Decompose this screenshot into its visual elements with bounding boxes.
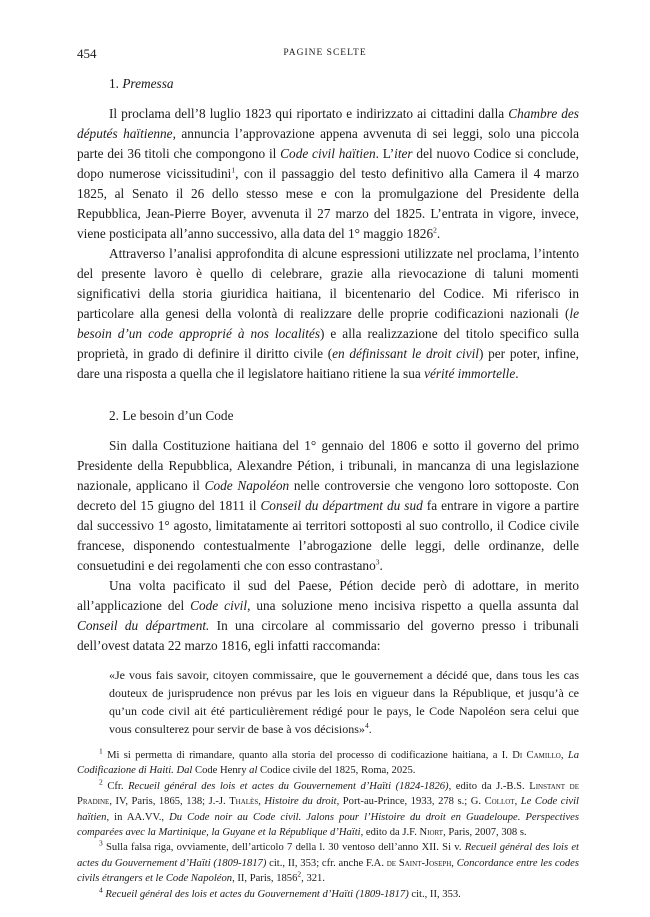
text-run: Sulla falsa riga, ovviamente, dell’articolo 7 della l. 30 ventoso dell’anno XII. Si v. bbox=[106, 842, 465, 854]
text-run: , bbox=[560, 750, 568, 761]
text-run: Il proclama dell’8 luglio 1823 qui riportato e indirizzato ai cittadini dalla bbox=[109, 106, 509, 121]
text-run: , in AA.VV., bbox=[106, 811, 170, 823]
text-run: , II, Paris, 1856 bbox=[232, 873, 298, 885]
text-run: Conseil du départment. bbox=[77, 618, 210, 633]
text-run: Code civil bbox=[190, 598, 248, 613]
paragraph bbox=[77, 244, 579, 384]
text-run: Codice civile del 1825 bbox=[257, 765, 356, 777]
text-run: Concordance entre les codes civils étrangers et le Code Napoléon bbox=[77, 857, 580, 885]
section-number: 2. bbox=[109, 408, 119, 423]
text-run: , edito da J.-B.S. bbox=[448, 780, 530, 792]
text-run: al bbox=[249, 765, 258, 777]
section-title: Le besoin d’un Code bbox=[122, 408, 234, 423]
text-run: , bbox=[514, 796, 521, 808]
page-number: 454 bbox=[77, 46, 97, 61]
text-run: . bbox=[436, 226, 441, 241]
text-run: Le Code civil haïtien bbox=[77, 796, 580, 823]
page-header bbox=[0, 46, 650, 62]
text-run: In una circolare al commissario del governo presso i tribunali dell’ovest datata 22 marzo 1816, egli infatti raccomanda: bbox=[77, 618, 579, 653]
paragraph bbox=[77, 576, 579, 656]
text-run: , con il passaggio del testo definitivo alla Camera il 4 marzo 1825, al Senato il 26 dello stesso mese e con la promulgazione del Presidente della Repubblica, Jean-Pierre Boyer, avvenuta il 27 marzo del 1825. L’entrata in vigore, invece, viene posticipata all’anno successivo, alla data del 1° maggio 1826 bbox=[77, 166, 579, 241]
text-run: ) per poter, infine, dare una risposta a quella che il legislatore haitiano ritiene la sua bbox=[77, 346, 579, 381]
text-run: Una volta pacificato il sud del Paese, Pétion decide però di adottare, in merito all’applicazione del bbox=[77, 578, 579, 613]
text-run: . bbox=[379, 558, 383, 573]
footnote-ref[interactable]: 3 bbox=[375, 557, 380, 567]
text-run: , 321. bbox=[301, 873, 325, 885]
text-run: Code Henry bbox=[192, 765, 250, 777]
text-run: Cfr. bbox=[107, 780, 129, 792]
paragraph bbox=[77, 436, 579, 576]
footnote-1 bbox=[77, 748, 579, 779]
author-name: Linstant de Pradine bbox=[77, 780, 579, 808]
text-run: Du Code noir au Code civil. Jalons pour l’Histoire du droit en Guadeloupe. Perspectives comparées avec la Martinique, la Guyane et la République d’Haïti bbox=[77, 811, 579, 839]
text-run: cit., II, 353. bbox=[408, 888, 461, 900]
text-run: , Paris, 2007, 308 s. bbox=[443, 827, 527, 839]
text-run: La Codificazione di Haiti. Dal bbox=[77, 750, 580, 777]
footnote-ref[interactable]: 1 bbox=[231, 165, 236, 175]
text-run: vérité immortelle bbox=[424, 366, 516, 381]
paragraph bbox=[77, 104, 579, 244]
text-run: , edito da J.F. bbox=[360, 827, 420, 839]
block-quote bbox=[109, 666, 579, 738]
section-title: Premessa bbox=[122, 76, 174, 91]
author-name: de Saint-Joseph bbox=[386, 857, 452, 869]
footnote-4 bbox=[77, 887, 579, 902]
text-run: Code civil haïtien bbox=[280, 146, 376, 161]
section-number: 1. bbox=[109, 76, 119, 91]
text-run: Recueil général des lois et actes du Gouvernement d’Haïti (1809-1817) bbox=[77, 842, 579, 869]
footnote-mark: 3 bbox=[99, 838, 103, 848]
author-name: Di Camillo bbox=[512, 750, 561, 761]
text-run: en définissant le droit civil bbox=[332, 346, 479, 361]
text-run: Attraverso l’analisi approfondita di alcune espressioni utilizzate nel proclama, l’intento del presente lavoro è quello di celebrare, grazie alla rievocazione di taluni momenti significativi della storia giuridica haitiana, il bicentenario del Codice. Mi riferisco in particolare alla genesi della volontà di realizzare delle proprie codificazioni nazionali ( bbox=[77, 246, 579, 321]
text-run: , una soluzione meno incisiva rispetto a quella assunta dal bbox=[247, 598, 579, 613]
footnote-ref[interactable]: 4 bbox=[364, 721, 369, 730]
text-run: Histoire du droit bbox=[264, 796, 337, 808]
footnote-mark: 2 bbox=[99, 777, 103, 787]
text-run: Recueil général des lois et actes du Gouvernement d’Haïti (1809-1817) bbox=[105, 888, 409, 900]
text-run: del nuovo Codice si conclude, dopo numerose vicissitudini bbox=[77, 146, 579, 181]
text-run: le besoin d’un code approprié à nos localités bbox=[77, 306, 579, 341]
text-run: , Roma, 2025. bbox=[355, 765, 416, 777]
footnote-3 bbox=[77, 840, 579, 886]
text-run: , Port-au-Prince, 1933, 278 s.; G. bbox=[336, 796, 485, 808]
author-name: Niort bbox=[419, 827, 444, 839]
text-run: cit., II, 353; cfr. anche F.A. bbox=[266, 857, 387, 869]
section-heading-besoin bbox=[77, 406, 579, 426]
author-name: Thalès bbox=[229, 796, 259, 808]
text-run: , IV, Paris, 1865, 138; J.-J. bbox=[109, 796, 230, 808]
text-run: Conseil du départment du sud bbox=[260, 498, 423, 513]
text-run: . L’ bbox=[375, 146, 395, 161]
text-run: iter bbox=[394, 146, 413, 161]
footnotes bbox=[77, 748, 579, 902]
text-run: , bbox=[451, 857, 457, 869]
text-run: . bbox=[515, 366, 519, 381]
text-run: nelle controversie che vengono loro sottoposte. Con decreto del 15 giugno del 1811 il bbox=[77, 478, 579, 513]
section-heading-premessa bbox=[77, 74, 579, 94]
quote-text: «Je vous fais savoir, citoyen commissaire, que le gouvernement a décidé que, dans tous les cas douteux de jurisprudence non prévus par les lois en vigueur dans la République, et jusqu’à ce qu’un code civil ait été particulièrement rédigé pour le pays, le Code Napoléon sera celui que vous consulterez pour servir de base à vos décisions» bbox=[109, 668, 579, 736]
edition-mark: 2 bbox=[297, 869, 302, 879]
footnote-mark: 1 bbox=[99, 746, 103, 756]
footnote-ref[interactable]: 2 bbox=[433, 225, 437, 235]
text-run: Sin dalla Costituzione haitiana del 1° gennaio del 1806 e sotto il governo del primo Presidente della Repubblica, Alexandre Pétion, i tribunali, in mancanza di una legislazione nazionale, applicano il bbox=[77, 438, 579, 493]
text-run: , bbox=[258, 796, 265, 808]
text-run: Code Napoléon bbox=[204, 478, 290, 493]
text-run: Chambre des députés haïtienne bbox=[77, 106, 579, 141]
footnote-mark: 4 bbox=[99, 885, 103, 895]
footnote-2 bbox=[77, 779, 579, 841]
running-title: PAGINE SCELTE bbox=[283, 48, 367, 58]
text-run: , annuncia l’approvazione appena avvenuta di sei leggi, solo una piccola parte dei 36 titoli che compongono il bbox=[77, 126, 579, 161]
text-run: Mi si permetta di rimandare, quanto alla storia del processo di codificazione haitiana, a I. bbox=[107, 750, 513, 761]
author-name: Collot bbox=[484, 796, 515, 808]
text-run: fa entrare in vigore a partire dal successivo 1° agosto, limitatamente ai territori sottoposti al suo controllo, il Codice civile francese, disponendo contestualmente l’abrogazione delle leggi, delle ordinanze, delle consuetudini e dei regolamenti che con esso contrastano bbox=[77, 498, 579, 573]
text-run: ) e alla realizzazione del titolo specifico sulla proprietà, in grado di definire il diritto civile ( bbox=[77, 326, 579, 361]
text-run: . bbox=[368, 722, 372, 736]
page-body bbox=[77, 74, 579, 902]
text-run: Recueil général des lois et actes du Gouvernement d’Haïti (1824-1826) bbox=[128, 780, 449, 792]
